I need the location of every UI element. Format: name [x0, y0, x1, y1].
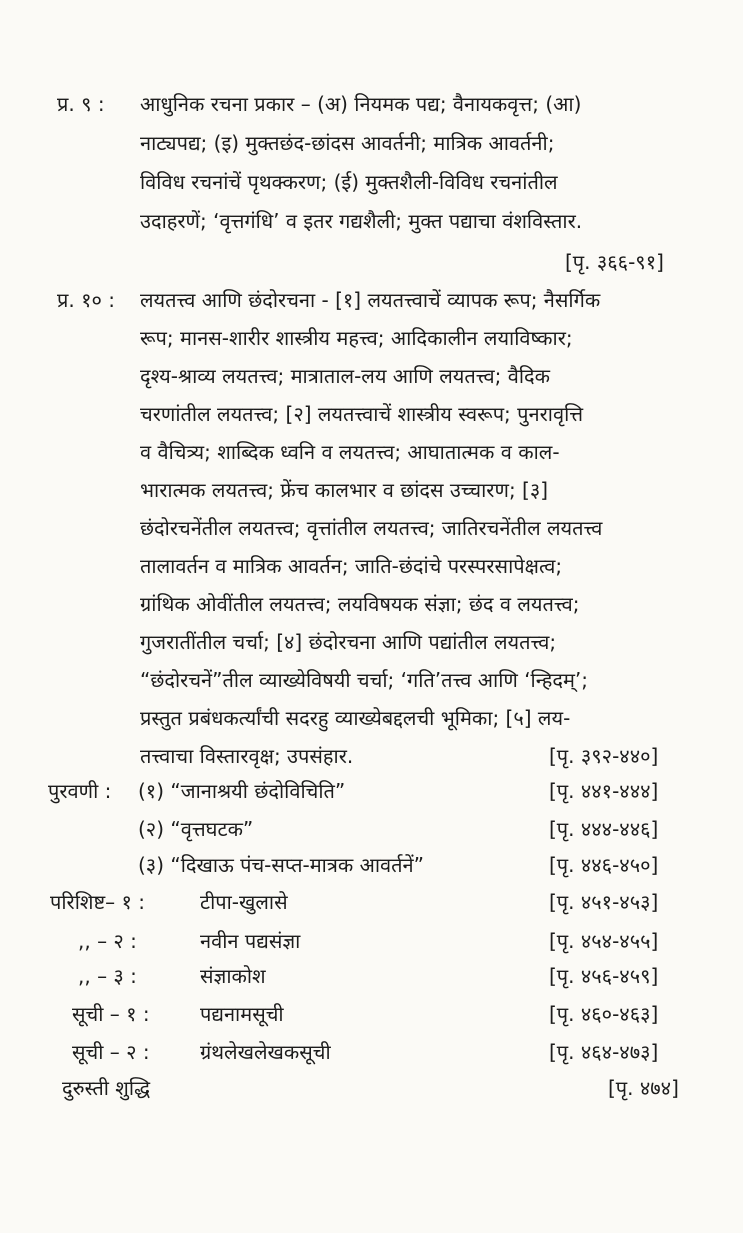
page-reference: [पृ. ४७४]: [608, 1076, 679, 1100]
appendix-item: दुरुस्ती शुद्धि: [62, 1076, 151, 1100]
appendix-item: नवीन पद्यसंज्ञा: [200, 929, 301, 953]
appendix-item: (२) “वृत्तघटक”: [138, 817, 254, 841]
appendix-label: ,, – २ :: [78, 929, 137, 953]
page-reference: [पृ. ४४१-४४४]: [549, 779, 659, 803]
appendix-item: पद्यनामसूची: [200, 1002, 284, 1026]
entry-line: छंदोरचनेंतील लयतत्त्व; वृत्तांतील लयतत्त्व; जातिरचनेंतील लयतत्त्व: [140, 516, 603, 540]
entry-line: तत्त्वाचा विस्तारवृक्ष; उपसंहार.: [140, 744, 354, 768]
page-reference: [पृ. ४६४-४७३]: [549, 1040, 659, 1064]
entry-line: नाट्यपद्य; (इ) मुक्तछंद-छांदस आवर्तनी; मात्रिक आवर्तनी;: [140, 131, 555, 155]
page-reference: [पृ. ३६६-९१]: [565, 250, 664, 274]
entry-line: रूप; मानस-शारीर शास्त्रीय महत्त्व; आदिकालीन लयाविष्कार;: [140, 326, 573, 350]
appendix-item: (१) “जानाश्रयी छंदोविचिति”: [138, 779, 346, 803]
appendix-label: सूची – १ :: [72, 1002, 150, 1026]
appendix-label: सूची – २ :: [72, 1040, 150, 1064]
entry-line: “छंदोरचनें”तील व्याख्येविषयी चर्चा; ‘गति’तत्त्व आणि ‘न्हिदम्’;: [140, 668, 589, 692]
entry-line: व वैचित्र्य; शाब्दिक ध्वनि व लयतत्त्व; आघातात्मक व काल-: [140, 440, 560, 464]
entry-line: तालावर्तन व मात्रिक आवर्तन; जाति-छंदांचे परस्परसापेक्षत्व;: [140, 554, 563, 578]
entry-label: प्र. १० :: [57, 288, 115, 312]
entry-line: ग्रांथिक ओवींतील लयतत्त्व; लयविषयक संज्ञा; छंद व लयतत्त्व;: [140, 592, 580, 616]
appendix-item: ग्रंथलेखलेखकसूची: [200, 1040, 331, 1064]
appendix-label: पुरवणी :: [48, 779, 112, 803]
entry-label: प्र. ९ :: [57, 92, 105, 116]
entry-line: प्रस्तुत प्रबंधकर्त्यांची सदरहु व्याख्येबद्दलची भूमिका; [५] लय-: [140, 706, 571, 730]
page-reference: [पृ. ३९२-४४०]: [549, 744, 659, 768]
page-reference: [पृ. ४४४-४४६]: [549, 817, 659, 841]
entry-line: आधुनिक रचना प्रकार – (अ) नियमक पद्य; वैनायकवृत्त; (आ): [140, 92, 582, 116]
entry-line: भारात्मक लयतत्त्व; फ्रेंच कालभार व छांदस उच्चारण; [३]: [140, 478, 549, 502]
appendix-item: (३) “दिखाऊ पंच-सप्त-मात्रक आवर्तनें”: [138, 853, 425, 877]
entry-line: दृश्य-श्राव्य लयतत्त्व; मात्राताल-लय आणि लयतत्त्व; वैदिक: [140, 364, 551, 388]
entry-line: लयतत्त्व आणि छंदोरचना - [१] लयतत्त्वाचें व्यापक रूप; नैसर्गिक: [140, 288, 601, 312]
entry-line: चरणांतील लयतत्त्व; [२] लयतत्त्वाचें शास्त्रीय स्वरूप; पुनरावृत्ति: [140, 402, 584, 426]
entry-line: विविध रचनांचें पृथक्करण; (ई) मुक्तशैली-विविध रचनांतील: [140, 170, 558, 194]
appendix-label: परिशिष्ट– १ :: [50, 890, 146, 914]
appendix-label: ,, – ३ :: [78, 964, 137, 988]
page-reference: [पृ. ४६०-४६३]: [549, 1002, 659, 1026]
page-reference: [पृ. ४५४-४५५]: [549, 929, 659, 953]
page-reference: [पृ. ४४६-४५०]: [549, 853, 659, 877]
page-reference: [पृ. ४५१-४५३]: [549, 890, 659, 914]
appendix-item: संज्ञाकोश: [200, 964, 266, 988]
entry-line: गुजरातींतील चर्चा; [४] छंदोरचना आणि पद्यांतील लयतत्त्व;: [140, 630, 557, 654]
page-reference: [पृ. ४५६-४५९]: [549, 964, 659, 988]
entry-line: उदाहरणें; ‘वृत्तगंधि’ व इतर गद्यशैली; मुक्त पद्याचा वंशविस्तार.: [140, 209, 583, 233]
appendix-item: टीपा-खुलासे: [200, 890, 288, 914]
